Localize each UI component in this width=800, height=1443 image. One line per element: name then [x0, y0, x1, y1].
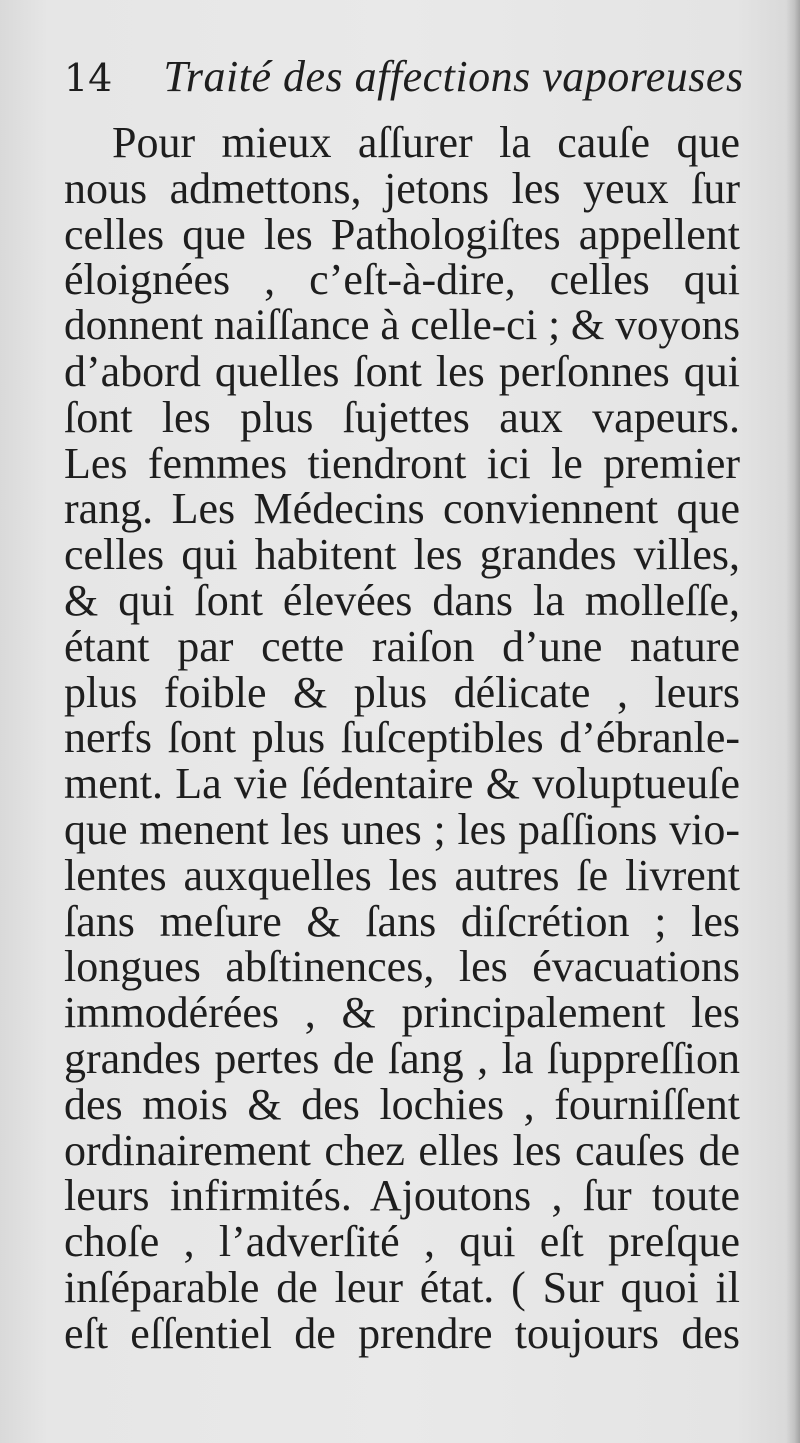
page-header [64, 52, 744, 102]
text-line: & qui ſont élevées dans la molleſſe, [64, 575, 740, 625]
text-line: Les femmes tiendront ici le premier [64, 438, 740, 488]
text-line: Pour mieux aſſurer la cauſe que [112, 118, 740, 167]
text-line: leurs infirmités. Ajoutons , ſur toute [64, 1171, 740, 1221]
text-line: ordinairement chez elles les cauſes de [64, 1125, 740, 1175]
text-line: choſe , l’adverſité , qui eſt preſque [64, 1217, 740, 1267]
text-line: nous admettons, jetons les yeux ſur [64, 163, 740, 213]
text-line: lentes auxquelles les autres ſe livrent [64, 850, 740, 900]
text-line: des mois & des lochies , fourniſſent [64, 1079, 740, 1129]
text-line: eſt eſſentiel de prendre toujours des [64, 1308, 740, 1358]
text-line: celles que les Pathologiſtes appellent [64, 209, 740, 259]
body-text [64, 120, 740, 1357]
text-line: inſéparable de leur état. ( Sur quoi il [64, 1262, 740, 1312]
page-number: 14 [64, 56, 113, 100]
text-line: ſans meſure & ſans diſcrétion ; les [64, 896, 740, 946]
text-line: ment. La vie ſédentaire & voluptueuſe [64, 759, 740, 809]
text-line: nerfs ſont plus ſuſceptibles d’ébranle- [64, 713, 740, 763]
text-line: éloignées , c’eſt-à-dire, celles qui [64, 255, 740, 305]
text-line: immodérées , & principalement les [64, 988, 740, 1038]
text-line: rang. Les Médecins conviennent que [64, 484, 740, 534]
text-line: d’abord quelles ſont les perſonnes qui [64, 346, 740, 396]
text-line: celles qui habitent les grandes villes, [64, 530, 740, 580]
text-line: que menent les unes ; les paſſions vio- [64, 804, 740, 854]
text-line: ſont les plus ſujettes aux vapeurs. [64, 392, 740, 442]
text-line: donnent naiſſance à celle-ci ; & voyons [64, 302, 740, 350]
page-edge-shadow [786, 0, 800, 1443]
text-line: plus foible & plus délicate , leurs [64, 667, 740, 717]
text-line: grandes pertes de ſang , la ſuppreſſion [64, 1033, 740, 1083]
text-line: étant par cette raiſon d’une nature [64, 621, 740, 671]
text-line: longues abſtinences, les évacuations [64, 942, 740, 992]
running-title: Traité des affections vaporeuses [163, 52, 744, 101]
